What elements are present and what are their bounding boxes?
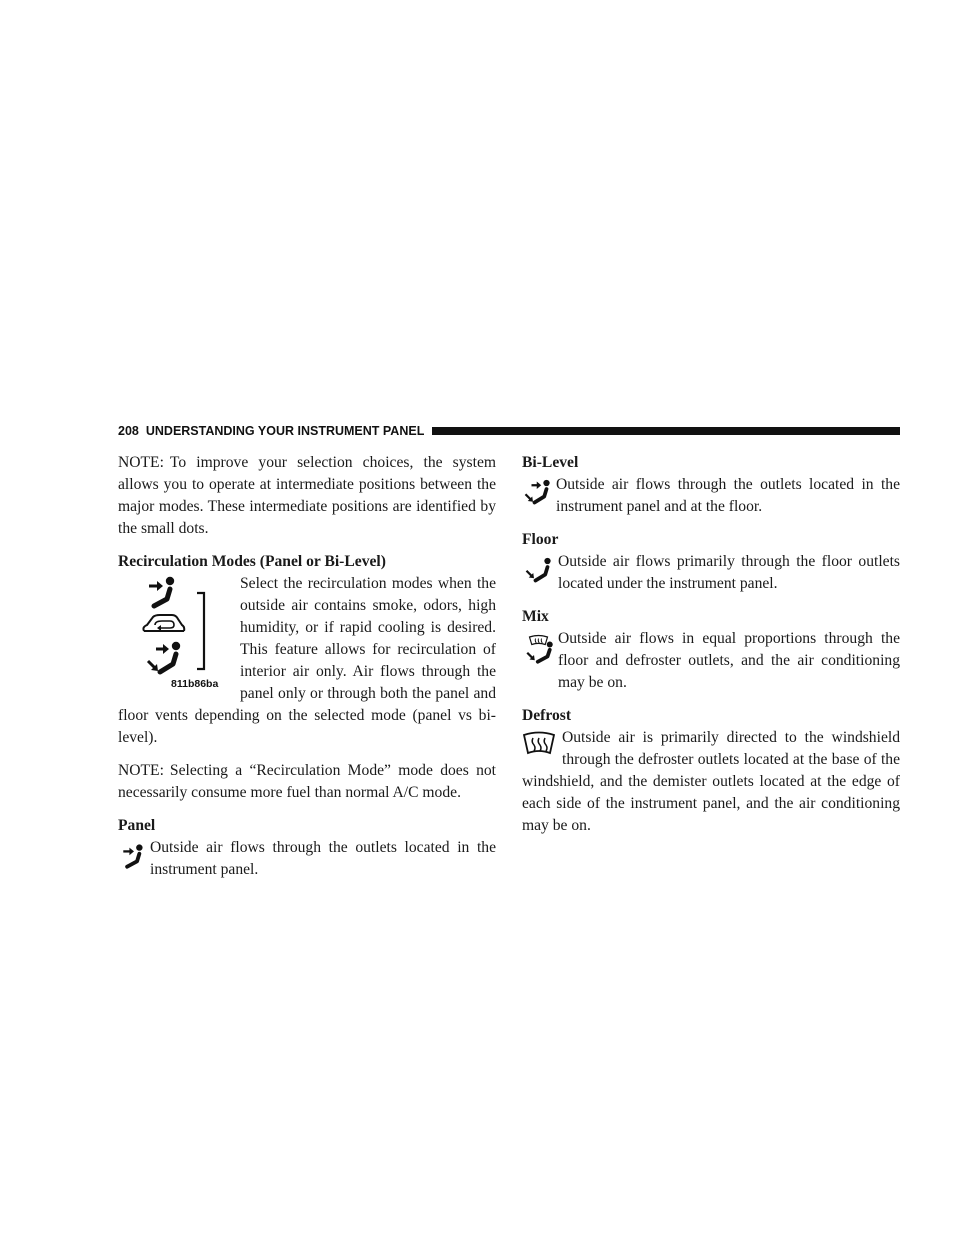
- floor-section: [522, 529, 900, 595]
- figure-label: 811b86ba: [171, 678, 219, 690]
- note-text: Selecting a “Recirculation Mode” mode does not necessarily consume more fuel than normal A/C mode.: [118, 762, 496, 801]
- recirculation-section: [118, 551, 496, 749]
- recirculation-heading: Recirculation Modes (Panel or Bi-Level): [118, 553, 386, 570]
- note-recirculation-fuel: [118, 760, 496, 804]
- mix-text: Outside air flows in equal proportions through the floor and defroster outlets, and the air conditioning may be on.: [558, 630, 900, 691]
- bilevel-section: [522, 452, 900, 518]
- page-number: 208: [118, 424, 139, 438]
- note-text: To improve your selection choices, the system allows you to operate at intermediate positions between the major modes. These intermediate positions are identified by the small dots.: [118, 454, 496, 537]
- bilevel-heading: Bi-Level: [522, 454, 579, 471]
- bilevel-vent-icon: [524, 478, 554, 506]
- page-header: [118, 423, 900, 439]
- floor-text: Outside air flows primarily through the floor outlets located under the instrument panel.: [558, 553, 900, 592]
- note-label: NOTE:: [118, 454, 164, 471]
- floor-vent-icon: [525, 555, 555, 585]
- floor-heading: Floor: [522, 531, 559, 548]
- mix-vent-icon: [525, 632, 555, 666]
- recirculation-figure: [118, 573, 238, 689]
- panel-heading: Panel: [118, 817, 156, 834]
- bilevel-vent-icon: [146, 641, 186, 675]
- left-column: [118, 452, 496, 892]
- mix-section: [522, 606, 900, 694]
- defrost-heading: Defrost: [522, 707, 572, 724]
- mode-bracket: [196, 591, 206, 671]
- recirculation-text: Select the recirculation modes when the outside air contains smoke, odors, high humidity, or if rapid cooling is desired. This feature allows for recirculation of interior air only. Air flows through the panel only or through both the panel and floor vents depending on the selected mode (panel vs bi-level).: [118, 575, 496, 746]
- note-intermediate: [118, 452, 496, 540]
- header-rule: [432, 427, 900, 435]
- defrost-text: Outside air is primarily directed to the windshield through the defroster outlets located at the base of the windshield, and the demister outlets located at the edge of each side of the instrument panel, and the air conditioning may be on.: [522, 729, 900, 834]
- panel-vent-icon: [121, 841, 147, 871]
- right-column: [522, 452, 900, 848]
- bilevel-text: Outside air flows through the outlets located in the instrument panel and at the floor.: [556, 476, 900, 515]
- section-title: UNDERSTANDING YOUR INSTRUMENT PANEL: [145, 424, 425, 438]
- defrost-section: [522, 705, 900, 837]
- defrost-icon-wrap: [522, 727, 562, 771]
- defrost-icon: [522, 731, 556, 757]
- panel-vent-icon: [146, 575, 180, 609]
- panel-section: [118, 815, 496, 881]
- recirculation-car-icon: [140, 613, 186, 637]
- note-label: NOTE:: [118, 762, 164, 779]
- panel-text: Outside air flows through the outlets located in the instrument panel.: [150, 839, 496, 878]
- mix-heading: Mix: [522, 608, 549, 625]
